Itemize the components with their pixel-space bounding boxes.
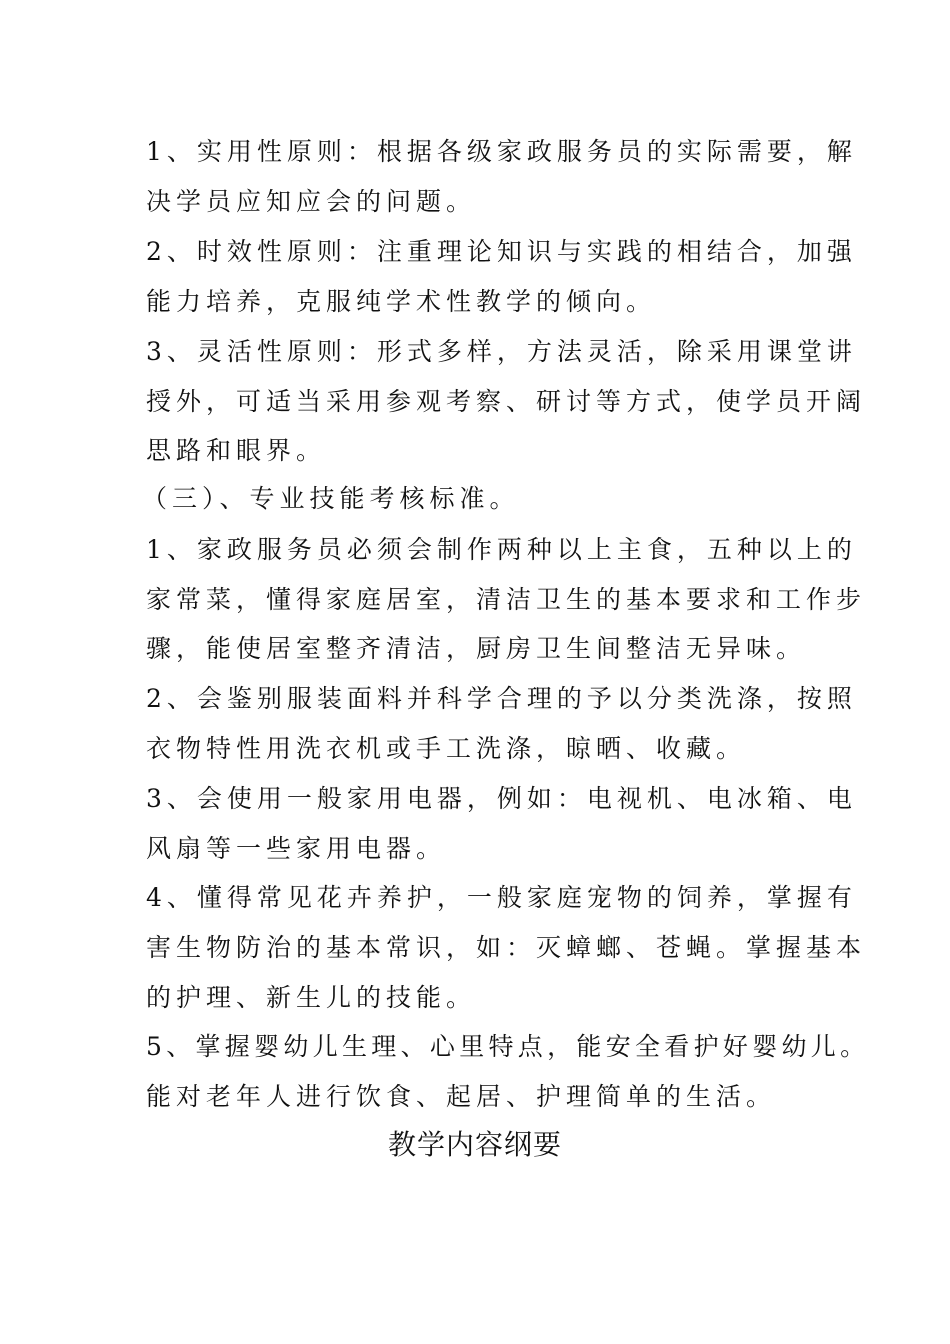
text-line: 衣物特性用洗衣机或手工洗涤，晾晒、收藏。 <box>146 734 747 763</box>
text-line: 2、会鉴别服装面料并科学合理的予以分类洗涤，按照 <box>146 684 857 713</box>
text-line: 的护理、新生儿的技能。 <box>146 983 477 1012</box>
text-line: 决学员应知应会的问题。 <box>146 187 477 216</box>
section-heading: （三）、专业技能考核标准。 <box>142 484 520 513</box>
text-line: 3、灵活性原则：形式多样，方法灵活，除采用课堂讲 <box>146 337 857 366</box>
text-line: 能力培养，克服纯学术性教学的倾向。 <box>146 287 657 316</box>
text-line: 思路和眼界。 <box>146 436 327 465</box>
text-line: 1、实用性原则：根据各级家政服务员的实际需要，解 <box>146 137 857 166</box>
text-line: 5、掌握婴幼儿生理、心里特点，能安全看护好婴幼儿。 <box>146 1032 870 1061</box>
text-line: 4、懂得常见花卉养护，一般家庭宠物的饲养，掌握有 <box>146 883 857 912</box>
text-line: 家常菜，懂得家庭居室，清洁卫生的基本要求和工作步 <box>146 585 867 614</box>
text-line: 3、会使用一般家用电器，例如：电视机、电冰箱、电 <box>146 784 857 813</box>
text-line: 风扇等一些家用电器。 <box>146 834 447 863</box>
text-line: 骤，能使居室整齐清洁，厨房卫生间整洁无异味。 <box>146 634 807 663</box>
page-title: 教学内容纲要 <box>387 1128 562 1161</box>
text-line: 授外，可适当采用参观考察、研讨等方式，使学员开阔 <box>146 387 867 416</box>
text-line: 害生物防治的基本常识，如：灭蟑螂、苍蝇。掌握基本 <box>146 933 867 962</box>
text-line: 能对老年人进行饮食、起居、护理简单的生活。 <box>146 1082 777 1111</box>
text-line: 2、时效性原则：注重理论知识与实践的相结合，加强 <box>146 237 857 266</box>
text-line: 1、家政服务员必须会制作两种以上主食，五种以上的 <box>146 535 857 564</box>
